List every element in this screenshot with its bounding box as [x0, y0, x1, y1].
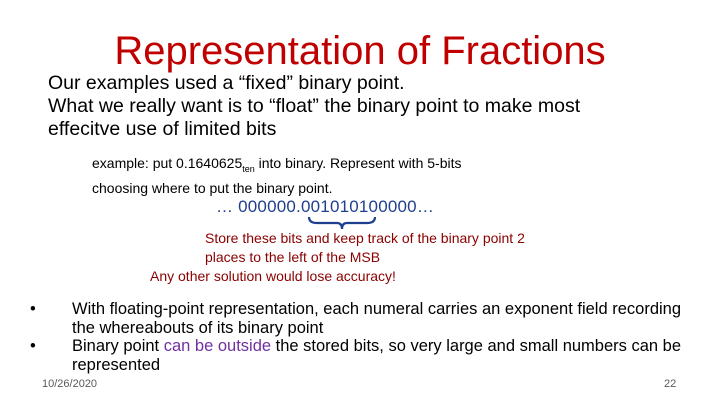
intro-line-1: Our examples used a “fixed” binary point.	[48, 72, 405, 94]
intro-text	[48, 72, 580, 141]
slide-number: 22	[664, 378, 677, 390]
slide-title: Representation of Fractions	[114, 29, 606, 73]
bullet-text-2-after: the stored bits, so very large and small numbers can be represented	[72, 337, 682, 374]
example-line-1	[92, 154, 461, 179]
intro-line-2: What we really want is to “float” the binary point to make most	[48, 95, 581, 117]
example-suffix: into binary. Represent with 5-bits	[254, 155, 462, 171]
note-line-1: Store these bits and keep track of the binary point 2	[205, 230, 525, 246]
bullet-list	[30, 300, 700, 374]
footer-date: 10/26/2020	[42, 378, 98, 390]
bullet-text-2-before: Binary point	[72, 337, 164, 355]
bullet-text-2-highlight: can be outside	[163, 337, 272, 355]
bullet-text-1: With floating-point representation, each numeral carries an exponent field recording the whereabouts of its binary point	[72, 300, 682, 337]
bullet-dot: •	[30, 300, 36, 318]
bullet-dot: •	[30, 337, 36, 355]
example-text	[92, 154, 461, 198]
note-line-2: places to the left of the MSB	[205, 249, 381, 265]
binary-bits: … 000000.001010100000…	[216, 197, 435, 216]
example-subscript: ten	[242, 163, 255, 174]
bullet-item-2	[30, 337, 700, 374]
example-line-2: choosing where to put the binary point.	[92, 179, 333, 196]
intro-line-3: effecitve use of limited bits	[48, 118, 277, 140]
example-prefix: example: put 0.1640625	[92, 155, 243, 171]
bullet-item-1	[30, 300, 700, 337]
note-line-3: Any other solution would lose accuracy!	[150, 268, 396, 284]
note-text	[150, 229, 590, 286]
